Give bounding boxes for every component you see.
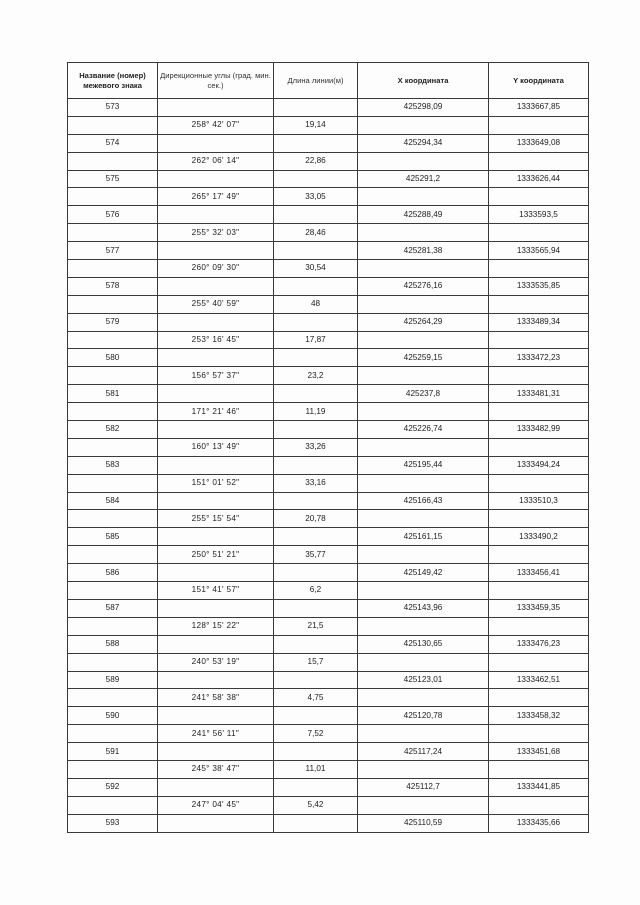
segment-row — [68, 546, 589, 564]
empty-cell — [158, 134, 274, 152]
directional-angle-cell: 255° 15' 54" — [158, 510, 274, 528]
x-coordinate-cell: 425259,15 — [358, 349, 489, 367]
point-row — [68, 528, 589, 546]
line-length-cell: 30,54 — [274, 260, 358, 278]
header-directional-angle: Дирекционные углы (град. мин. сек.) — [158, 63, 274, 99]
empty-cell — [274, 635, 358, 653]
empty-cell — [358, 689, 489, 707]
directional-angle-cell: 241° 58' 38" — [158, 689, 274, 707]
empty-cell — [358, 653, 489, 671]
empty-cell — [358, 260, 489, 278]
empty-cell — [158, 385, 274, 403]
empty-cell — [158, 99, 274, 117]
x-coordinate-cell: 425161,15 — [358, 528, 489, 546]
empty-cell — [489, 796, 589, 814]
line-length-cell: 20,78 — [274, 510, 358, 528]
header-x-coordinate: X координата — [358, 63, 489, 99]
x-coordinate-cell: 425110,59 — [358, 814, 489, 832]
directional-angle-cell: 151° 01' 52" — [158, 474, 274, 492]
empty-cell — [358, 725, 489, 743]
empty-cell — [274, 743, 358, 761]
x-coordinate-cell: 425298,09 — [358, 99, 489, 117]
empty-cell — [489, 295, 589, 313]
empty-cell — [489, 224, 589, 242]
y-coordinate-cell: 1333489,34 — [489, 313, 589, 331]
point-name-cell: 589 — [68, 671, 158, 689]
empty-cell — [68, 796, 158, 814]
point-row — [68, 99, 589, 117]
empty-cell — [274, 313, 358, 331]
segment-row — [68, 760, 589, 778]
y-coordinate-cell: 1333626,44 — [489, 170, 589, 188]
empty-cell — [274, 456, 358, 474]
x-coordinate-cell: 425264,29 — [358, 313, 489, 331]
empty-cell — [358, 116, 489, 134]
empty-cell — [489, 116, 589, 134]
empty-cell — [68, 510, 158, 528]
point-name-cell: 574 — [68, 134, 158, 152]
y-coordinate-cell: 1333593,5 — [489, 206, 589, 224]
empty-cell — [68, 224, 158, 242]
empty-cell — [68, 653, 158, 671]
segment-row — [68, 295, 589, 313]
directional-angle-cell: 247° 04' 45" — [158, 796, 274, 814]
point-name-cell: 579 — [68, 313, 158, 331]
empty-cell — [68, 474, 158, 492]
directional-angle-cell: 171° 21' 46" — [158, 403, 274, 421]
empty-cell — [68, 617, 158, 635]
line-length-cell: 48 — [274, 295, 358, 313]
line-length-cell: 21,5 — [274, 617, 358, 635]
empty-cell — [489, 367, 589, 385]
empty-cell — [274, 170, 358, 188]
empty-cell — [489, 582, 589, 600]
point-name-cell: 588 — [68, 635, 158, 653]
point-row — [68, 671, 589, 689]
x-coordinate-cell: 425291,2 — [358, 170, 489, 188]
empty-cell — [274, 99, 358, 117]
empty-cell — [274, 385, 358, 403]
empty-cell — [274, 528, 358, 546]
y-coordinate-cell: 1333649,08 — [489, 134, 589, 152]
x-coordinate-cell: 425281,38 — [358, 242, 489, 260]
empty-cell — [158, 599, 274, 617]
empty-cell — [274, 564, 358, 582]
x-coordinate-cell: 425130,65 — [358, 635, 489, 653]
point-name-cell: 592 — [68, 778, 158, 796]
empty-cell — [358, 510, 489, 528]
empty-cell — [358, 224, 489, 242]
empty-cell — [358, 796, 489, 814]
point-row — [68, 277, 589, 295]
empty-cell — [489, 510, 589, 528]
empty-cell — [274, 599, 358, 617]
y-coordinate-cell: 1333565,94 — [489, 242, 589, 260]
directional-angle-cell: 240° 53' 19" — [158, 653, 274, 671]
empty-cell — [358, 438, 489, 456]
empty-cell — [68, 438, 158, 456]
empty-cell — [68, 295, 158, 313]
point-name-cell: 591 — [68, 743, 158, 761]
y-coordinate-cell: 1333510,3 — [489, 492, 589, 510]
empty-cell — [68, 725, 158, 743]
empty-cell — [489, 188, 589, 206]
point-name-cell: 580 — [68, 349, 158, 367]
x-coordinate-cell: 425195,44 — [358, 456, 489, 474]
y-coordinate-cell: 1333441,85 — [489, 778, 589, 796]
segment-row — [68, 152, 589, 170]
empty-cell — [358, 546, 489, 564]
segment-row — [68, 510, 589, 528]
header-row — [68, 63, 589, 99]
empty-cell — [489, 438, 589, 456]
line-length-cell: 33,16 — [274, 474, 358, 492]
segment-row — [68, 331, 589, 349]
header-line-length: Длина линии(м) — [274, 63, 358, 99]
y-coordinate-cell: 1333462,51 — [489, 671, 589, 689]
empty-cell — [358, 474, 489, 492]
segment-row — [68, 403, 589, 421]
empty-cell — [489, 260, 589, 278]
line-length-cell: 33,26 — [274, 438, 358, 456]
point-name-cell: 582 — [68, 421, 158, 439]
y-coordinate-cell: 1333459,35 — [489, 599, 589, 617]
segment-row — [68, 260, 589, 278]
empty-cell — [68, 546, 158, 564]
y-coordinate-cell: 1333535,85 — [489, 277, 589, 295]
point-row — [68, 134, 589, 152]
y-coordinate-cell: 1333481,31 — [489, 385, 589, 403]
point-name-cell: 573 — [68, 99, 158, 117]
x-coordinate-cell: 425149,42 — [358, 564, 489, 582]
empty-cell — [358, 331, 489, 349]
boundary-coordinates-table — [67, 62, 589, 833]
empty-cell — [158, 635, 274, 653]
empty-cell — [489, 331, 589, 349]
directional-angle-cell: 258° 42' 07" — [158, 116, 274, 134]
point-row — [68, 349, 589, 367]
empty-cell — [158, 349, 274, 367]
point-name-cell: 581 — [68, 385, 158, 403]
empty-cell — [158, 564, 274, 582]
empty-cell — [158, 671, 274, 689]
point-row — [68, 492, 589, 510]
y-coordinate-cell: 1333490,2 — [489, 528, 589, 546]
point-row — [68, 170, 589, 188]
empty-cell — [158, 277, 274, 295]
point-row — [68, 421, 589, 439]
segment-row — [68, 617, 589, 635]
y-coordinate-cell: 1333667,85 — [489, 99, 589, 117]
line-length-cell: 22,86 — [274, 152, 358, 170]
point-name-cell: 587 — [68, 599, 158, 617]
line-length-cell: 35,77 — [274, 546, 358, 564]
y-coordinate-cell: 1333482,99 — [489, 421, 589, 439]
point-name-cell: 578 — [68, 277, 158, 295]
empty-cell — [158, 528, 274, 546]
directional-angle-cell: 241° 56' 11" — [158, 725, 274, 743]
empty-cell — [358, 152, 489, 170]
empty-cell — [158, 170, 274, 188]
empty-cell — [68, 188, 158, 206]
empty-cell — [358, 188, 489, 206]
empty-cell — [489, 760, 589, 778]
table-header — [68, 63, 589, 99]
x-coordinate-cell: 425226,74 — [358, 421, 489, 439]
point-row — [68, 635, 589, 653]
empty-cell — [489, 474, 589, 492]
point-name-cell: 577 — [68, 242, 158, 260]
x-coordinate-cell: 425123,01 — [358, 671, 489, 689]
point-row — [68, 778, 589, 796]
point-row — [68, 564, 589, 582]
x-coordinate-cell: 425117,24 — [358, 743, 489, 761]
empty-cell — [489, 617, 589, 635]
directional-angle-cell: 253° 16' 45" — [158, 331, 274, 349]
empty-cell — [68, 116, 158, 134]
empty-cell — [68, 403, 158, 421]
empty-cell — [274, 242, 358, 260]
empty-cell — [274, 349, 358, 367]
point-name-cell: 593 — [68, 814, 158, 832]
empty-cell — [158, 743, 274, 761]
empty-cell — [274, 707, 358, 725]
line-length-cell: 28,46 — [274, 224, 358, 242]
directional-angle-cell: 245° 38' 47" — [158, 760, 274, 778]
point-row — [68, 313, 589, 331]
segment-row — [68, 188, 589, 206]
empty-cell — [358, 760, 489, 778]
segment-row — [68, 224, 589, 242]
line-length-cell: 4,75 — [274, 689, 358, 707]
y-coordinate-cell: 1333458,32 — [489, 707, 589, 725]
empty-cell — [274, 206, 358, 224]
line-length-cell: 6,2 — [274, 582, 358, 600]
empty-cell — [489, 546, 589, 564]
empty-cell — [158, 492, 274, 510]
empty-cell — [358, 295, 489, 313]
point-row — [68, 707, 589, 725]
empty-cell — [274, 277, 358, 295]
segment-row — [68, 582, 589, 600]
empty-cell — [358, 582, 489, 600]
x-coordinate-cell: 425166,43 — [358, 492, 489, 510]
empty-cell — [489, 653, 589, 671]
y-coordinate-cell: 1333451,68 — [489, 743, 589, 761]
empty-cell — [68, 582, 158, 600]
point-row — [68, 242, 589, 260]
directional-angle-cell: 250° 51' 21" — [158, 546, 274, 564]
header-y-coordinate: Y координата — [489, 63, 589, 99]
point-name-cell: 583 — [68, 456, 158, 474]
directional-angle-cell: 255° 40' 59" — [158, 295, 274, 313]
empty-cell — [68, 689, 158, 707]
line-length-cell: 11,01 — [274, 760, 358, 778]
empty-cell — [274, 421, 358, 439]
empty-cell — [158, 421, 274, 439]
empty-cell — [274, 671, 358, 689]
directional-angle-cell: 128° 15' 22" — [158, 617, 274, 635]
directional-angle-cell: 151° 41' 57" — [158, 582, 274, 600]
directional-angle-cell: 255° 32' 03" — [158, 224, 274, 242]
point-name-cell: 575 — [68, 170, 158, 188]
x-coordinate-cell: 425143,96 — [358, 599, 489, 617]
line-length-cell: 15,7 — [274, 653, 358, 671]
empty-cell — [274, 778, 358, 796]
x-coordinate-cell: 425237,8 — [358, 385, 489, 403]
point-row — [68, 599, 589, 617]
empty-cell — [358, 403, 489, 421]
empty-cell — [68, 760, 158, 778]
x-coordinate-cell: 425288,49 — [358, 206, 489, 224]
empty-cell — [358, 617, 489, 635]
line-length-cell: 7,52 — [274, 725, 358, 743]
segment-row — [68, 438, 589, 456]
y-coordinate-cell: 1333476,23 — [489, 635, 589, 653]
point-row — [68, 385, 589, 403]
segment-row — [68, 689, 589, 707]
empty-cell — [68, 260, 158, 278]
x-coordinate-cell: 425120,78 — [358, 707, 489, 725]
segment-row — [68, 796, 589, 814]
line-length-cell: 11,19 — [274, 403, 358, 421]
empty-cell — [158, 313, 274, 331]
point-name-cell: 590 — [68, 707, 158, 725]
empty-cell — [274, 814, 358, 832]
point-name-cell: 576 — [68, 206, 158, 224]
directional-angle-cell: 160° 13' 49" — [158, 438, 274, 456]
line-length-cell: 19,14 — [274, 116, 358, 134]
segment-row — [68, 367, 589, 385]
line-length-cell: 33,05 — [274, 188, 358, 206]
empty-cell — [68, 331, 158, 349]
directional-angle-cell: 262° 06' 14" — [158, 152, 274, 170]
empty-cell — [158, 814, 274, 832]
empty-cell — [158, 206, 274, 224]
directional-angle-cell: 260° 09' 30" — [158, 260, 274, 278]
point-row — [68, 456, 589, 474]
line-length-cell: 23,2 — [274, 367, 358, 385]
empty-cell — [489, 689, 589, 707]
segment-row — [68, 653, 589, 671]
point-row — [68, 206, 589, 224]
point-name-cell: 586 — [68, 564, 158, 582]
y-coordinate-cell: 1333435,66 — [489, 814, 589, 832]
empty-cell — [358, 367, 489, 385]
empty-cell — [68, 367, 158, 385]
empty-cell — [489, 403, 589, 421]
empty-cell — [158, 707, 274, 725]
table-body — [68, 99, 589, 833]
point-name-cell: 585 — [68, 528, 158, 546]
empty-cell — [158, 242, 274, 260]
directional-angle-cell: 156° 57' 37" — [158, 367, 274, 385]
segment-row — [68, 474, 589, 492]
segment-row — [68, 725, 589, 743]
empty-cell — [158, 778, 274, 796]
y-coordinate-cell: 1333494,24 — [489, 456, 589, 474]
x-coordinate-cell: 425112,7 — [358, 778, 489, 796]
empty-cell — [274, 492, 358, 510]
empty-cell — [489, 725, 589, 743]
y-coordinate-cell: 1333456,41 — [489, 564, 589, 582]
point-row — [68, 743, 589, 761]
x-coordinate-cell: 425294,34 — [358, 134, 489, 152]
empty-cell — [489, 152, 589, 170]
line-length-cell: 17,87 — [274, 331, 358, 349]
point-row — [68, 814, 589, 832]
empty-cell — [158, 456, 274, 474]
empty-cell — [274, 134, 358, 152]
x-coordinate-cell: 425276,16 — [358, 277, 489, 295]
line-length-cell: 5,42 — [274, 796, 358, 814]
point-name-cell: 584 — [68, 492, 158, 510]
header-point-name: Название (номер) межевого знака — [68, 63, 158, 99]
y-coordinate-cell: 1333472,23 — [489, 349, 589, 367]
segment-row — [68, 116, 589, 134]
empty-cell — [68, 152, 158, 170]
directional-angle-cell: 265° 17' 49" — [158, 188, 274, 206]
